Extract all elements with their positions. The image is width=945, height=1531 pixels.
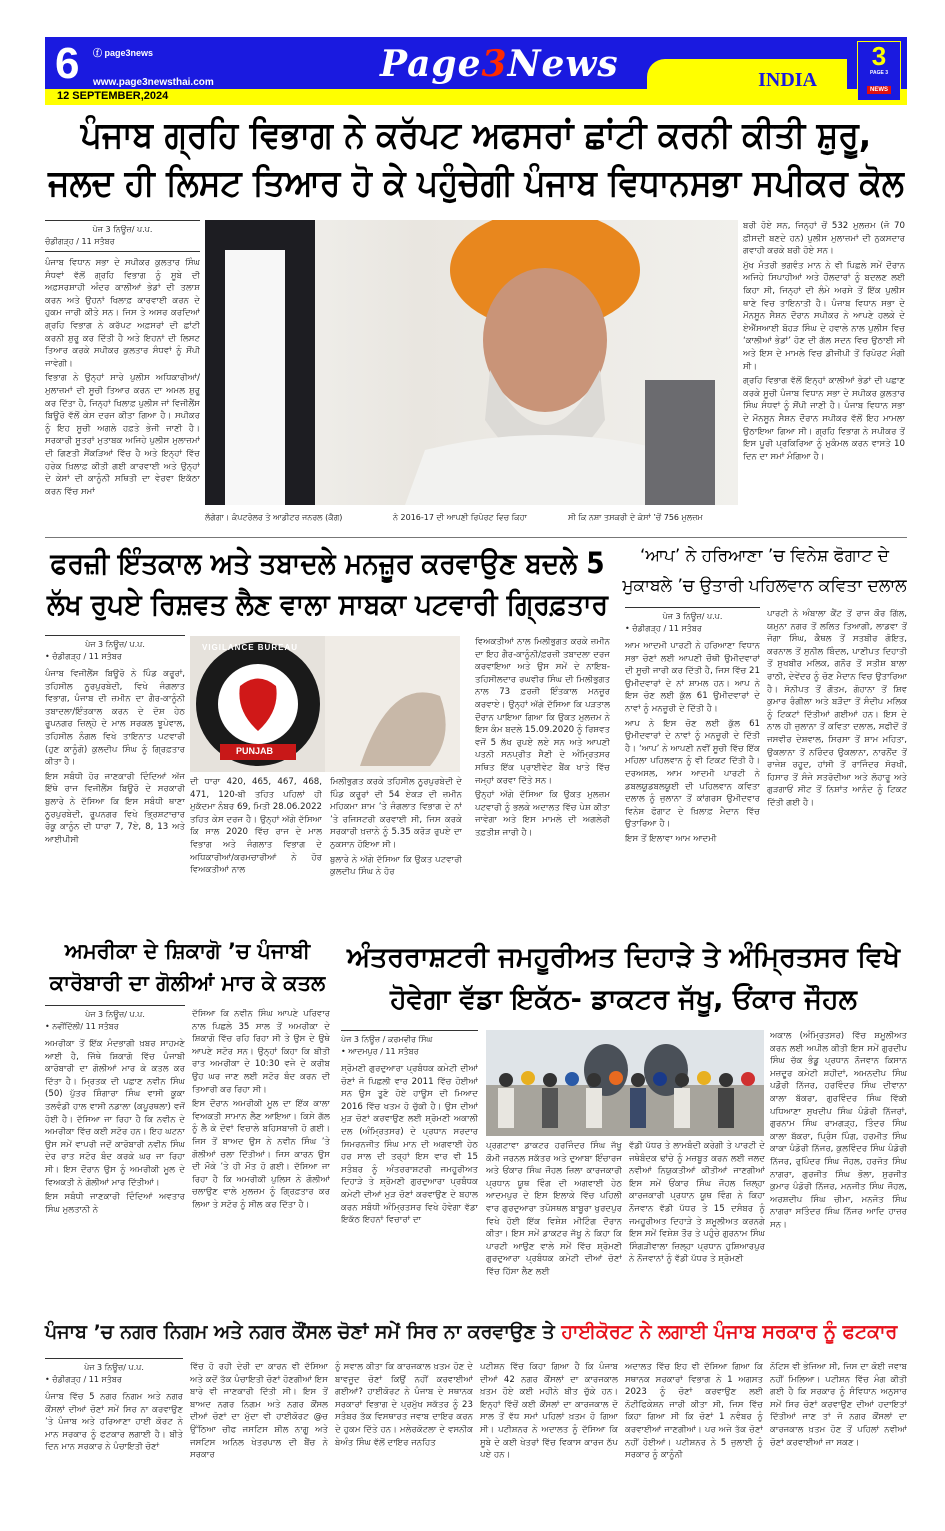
byline-text: ਪੇਜ 3 ਨਿਊਜ਼/ ਪ.ਪ. xyxy=(92,225,153,234)
article6-byline xyxy=(45,1358,183,1386)
article2-col3 xyxy=(330,776,462,926)
vigilance-bureau-logo xyxy=(190,636,460,772)
article1-col2 xyxy=(743,220,905,530)
issue-date: 12 SEPTEMBER,2024 xyxy=(57,90,169,102)
article1-headline: ਪੰਜਾਬ ਗ੍ਰਹਿ ਵਿਭਾਗ ਨੇ ਕਰੱਪਟ ਅਫਸਰਾਂ ਛਾਂਟੀ ਕਰਨੀ ਕੀਤੀ ਸ਼ੁਰੂ, ਜਲਦ ਹੀ ਲਿਸਟ ਤਿਆਰ ਹੋ ਕੇ ਪਹੁੰਚੇਗੀ ਪੰਜਾਬ ਵਿਧਾਨਸਭਾ ਸਪੀਕਰ ਕੋਲ xyxy=(48,115,904,204)
article2-headline: ਫਰਜ਼ੀ ਇੰਤਕਾਲ ਅਤੇ ਤਬਾਦਲੇ ਮਨਜ਼ੂਰ ਕਰਵਾਉਣ ਬਦਲੇ 5 ਲੱਖ ਰੁਪਏ ਰਿਸ਼ਵਤ ਲੈਣ ਵਾਲਾ ਸਾਬਕਾ ਪਟਵਾਰੀ ਗ੍ਰਿਫ਼ਤਾਰ xyxy=(47,546,608,621)
badge-text: PAGE 3 xyxy=(870,70,888,76)
paragraph: ਬੁਲਾਰੇ ਨੇ ਅੱਗੇ ਦੱਸਿਆ ਕਿ ਉਕਤ ਪਟਵਾਰੀ ਕੁਲਦੀਪ ਸਿੰਘ ਨੇ ਹੋਰ xyxy=(330,854,462,878)
article6-col6: ਨੋਟਿਸ ਵੀ ਭੇਜਿਆ ਸੀ, ਜਿਸ ਦਾ ਕੋਈ ਜਵਾਬ ਨਹੀਂ ਮਿਲਿਆ। ਪਟੀਸ਼ਨ ਵਿੱਚ ਮੰਗ ਕੀਤੀ ਗਈ ਹੈ ਕਿ ਸਰਕਾਰ ਨੂੰ ਸੰਵਿਧਾਨ ਅਨੁਸਾਰ ਸਮੇਂ ਸਿਰ ਚੋਣਾਂ ਕਰਵਾਉਣ ਦੀਆਂ ਹਦਾਇਤਾਂ ਦਿੱਤੀਆਂ ਜਾਣ ਤਾਂ ਜੋ ਨਗਰ ਕੌਂਸਲਾਂ ਦਾ ਕਾਰਜਕਾਲ ਖ਼ਤਮ ਹੋਣ ਤੋਂ ਪਹਿਲਾਂ ਨਵੀਆਂ ਚੋਣਾਂ ਕਰਵਾਈਆਂ ਜਾ ਸਕਣ। xyxy=(770,1362,907,1448)
dateline: • ਚੰਡੀਗੜ੍ਹ / 11 ਸਤੰਬਰ xyxy=(45,1375,122,1384)
photo-caption-3: ਸੀ ਕਿ ਨਸ਼ਾ ਤਸਕਰੀ ਦੇ ਕੇਸਾਂ ’ਚੋਂ 756 ਮੁਲਜ਼ਮ xyxy=(568,513,703,522)
article3-col2 xyxy=(767,608,907,926)
article5-headline-box xyxy=(340,937,907,1023)
article2-col2 xyxy=(190,776,322,926)
article5-col2 xyxy=(486,1140,622,1310)
paragraph: ਅਮਰੀਕਾ ਤੋਂ ਇੱਕ ਮੰਦਭਾਗੀ ਖ਼ਬਰ ਸਾਹਮਣੇ ਆਈ ਹੈ, ਜਿੱਥੇ ਸ਼ਿਕਾਗੋ ਵਿੱਚ ਪੰਜਾਬੀ ਕਾਰੋਬਾਰੀ ਦਾ ਗੋਲੀਆਂ ਮਾਰ ਕੇ ਕਤਲ ਕਰ ਦਿੱਤਾ ਹੈ। ਮ੍ਰਿਤਕ ਦੀ ਪਛਾਣ ਨਵੀਨ ਸਿੰਘ (50) ਪੁੱਤਰ ਸ਼ਿੰਗਾਰਾ ਸਿੰਘ ਵਾਸੀ ਕੂਕਾ ਤਲਵੰਡੀ ਹਾਲ ਵਾਸੀ ਨਡਾਲਾ (ਕਪੂਰਥਲਾ) ਵਜੋਂ ਹੋਈ ਹੈ। ਦੱਸਿਆ ਜਾ ਰਿਹਾ ਹੈ ਕਿ ਨਵੀਨ ਦੇ ਅਮਰੀਕਾ ਵਿੱਚ ਕਈ ਸਟੋਰ ਹਨ। ਇਹ ਘਟਨਾ ਉਸ ਸਮੇਂ ਵਾਪਰੀ ਜਦੋਂ ਕਾਰੋਬਾਰੀ ਨਵੀਨ ਸਿੰਘ ਦੇਰ ਰਾਤ ਸਟੋਰ ਬੰਦ ਕਰਕੇ ਘਰ ਜਾ ਰਿਹਾ ਸੀ। ਇਸ ਦੌਰਾਨ ਉਸ ਨੂੰ ਅਮਰੀਕੀ ਮੂਲ ਦੇ ਵਿਅਕਤੀ ਨੇ ਗੋਲੀਆਂ ਮਾਰ ਦਿੱਤੀਆਂ। xyxy=(45,1039,185,1188)
photo-caption-2: ਨੇ 2016-17 ਦੀ ਆਪਣੀ ਰਿਪੋਰਟ ਵਿਚ ਕਿਹਾ xyxy=(393,513,527,522)
byline-text: ਪੇਜ 3 ਨਿਊਜ਼/ ਪ.ਪ. xyxy=(85,1010,145,1019)
article4-headline: ਅਮਰੀਕਾ ਦੇ ਸ਼ਿਕਾਗੋ ’ਚ ਪੰਜਾਬੀ ਕਾਰੋਬਾਰੀ ਦਾ ਗੋਲੀਆਂ ਮਾਰ ਕੇ ਕਤਲ xyxy=(49,939,326,995)
logo-ribbon-text: PUNJAB xyxy=(236,746,274,756)
article4-headline-box xyxy=(45,935,330,1001)
paragraph: ਦੀ ਧਾਰਾ 420, 465, 467, 468, 471, 120-ਬੀ ਤਹਿਤ ਪਹਿਲਾਂ ਹੀ ਮੁਕੱਦਮਾ ਨੰਬਰ 69, ਮਿਤੀ 28.06.2022 ਤਹਿਤ ਕੇਸ ਦਰਜ ਹੈ। ਉਨ੍ਹਾਂ ਅੱਗੇ ਦੱਸਿਆ ਕਿ ਸਾਲ 2020 ਵਿੱਚ ਰਾਜ ਦੇ ਮਾਲ ਵਿਭਾਗ ਅਤੇ ਜੰਗਲਾਤ ਵਿਭਾਗ ਦੇ ਅਧਿਕਾਰੀਆਂ/ਕਰਮਚਾਰੀਆਂ ਨੇ ਹੋਰ ਵਿਅਕਤੀਆਂ ਨਾਲ xyxy=(190,777,322,876)
paragraph: ਵੱਡੀ ਪੱਧਰ ਤੇ ਲਾਮਬੰਦੀ ਕਰੇਗੀ ਤੇ ਪਾਰਟੀ ਦੇ ਜਥੇਬੰਦਕ ਢਾਂਚੇ ਨੂੰ ਮਜ਼ਬੂਤ ਕਰਨ ਲਈ ਜਲਦ ਨਵੀਆਂ ਨਿਯੁਕਤੀਆਂ ਕੀਤੀਆਂ ਜਾਣਗੀਆਂ ਇਸ ਸਮੇਂ ਓਂਕਾਰ ਸਿੰਘ ਜੌਹਲ ਜ਼ਿਲ੍ਹਾ ਕਾਰਜਕਾਰੀ ਪ੍ਰਧਾਨ ਯੂਥ ਵਿੰਗ ਨੇ ਕਿਹਾ ਨੌਜਵਾਨ ਵੱਡੀ ਪੱਧਰ ਤੇ 15 ਦਸੰਬਰ ਨੂੰ ਜਮਹੂਰੀਅਤ ਦਿਹਾੜੇ ਤੇ ਸ਼ਮੂਲੀਅਤ ਕਰਨਗੇ ਇਸ ਸਮੇਂ ਵਿਸ਼ੇਸ਼ ਤੌਰ ਤੇ ਪਹੁੰਚੇ ਗੁਰਨਾਮ ਸਿੰਘ ਸਿੰਗੜੀਵਾਲਾ ਜ਼ਿਲ੍ਹਾ ਪ੍ਰਧਾਨ ਹੁਸ਼ਿਆਰਪੁਰ ਨੇ ਨੌਜਵਾਨਾਂ ਨੂੰ ਵੱਡੀ ਪੱਧਰ ਤੇ ਸ਼੍ਰੋਮਣੀ xyxy=(629,1141,765,1265)
masthead xyxy=(45,37,907,105)
paragraph: ਦੱਸਿਆ ਕਿ ਨਵੀਨ ਸਿੰਘ ਆਪਣੇ ਪਰਿਵਾਰ ਨਾਲ ਪਿਛਲੇ 35 ਸਾਲ ਤੋਂ ਅਮਰੀਕਾ ਦੇ ਸ਼ਿਕਾਗੋ ਵਿੱਚ ਰਹਿ ਰਿਹਾ ਸੀ ਤੇ ਉਸ ਦੇ ਉਥੇ ਆਪਣੇ ਸਟੋਰ ਸਨ। ਉਨ੍ਹਾਂ ਕਿਹਾ ਕਿ ਬੀਤੀ ਰਾਤ ਅਮਰੀਕਾ ਦੇ 10:30 ਵਜੇ ਦੇ ਕਰੀਬ ਉਹ ਘਰ ਜਾਣ ਲਈ ਸਟੋਰ ਬੰਦ ਕਰਨ ਦੀ ਤਿਆਰੀ ਕਰ ਰਿਹਾ ਸੀ। xyxy=(192,1009,330,1095)
article3-byline xyxy=(625,607,760,635)
byline-text: ਪੇਜ 3 ਨਿਊਜ਼/ ਪ.ਪ. xyxy=(85,640,145,649)
byline-text: ਪੇਜ 3 ਨਿਊਜ਼/ ਪ.ਪ. xyxy=(662,612,723,621)
photo-caption-2-box xyxy=(393,512,561,525)
paragraph: ਇਸ ਦੌਰਾਨ ਅਮਰੀਕੀ ਮੂਲ ਦਾ ਇੱਕ ਕਾਲਾ ਵਿਅਕਤੀ ਸਾਮਾਨ ਲੈਣ ਆਇਆ। ਕਿਸੇ ਗੱਲ ਨੂੰ ਲੈ ਕੇ ਦੋਵਾਂ ਵਿਚਾਲੇ ਬਹਿਸਬਾਜ਼ੀ ਹੋ ਗਈ। ਜਿਸ ਤੋਂ ਬਾਅਦ ਉਸ ਨੇ ਨਵੀਨ ਸਿੰਘ ’ਤੇ ਗੋਲੀਆਂ ਚਲਾ ਦਿੱਤੀਆਂ। ਜਿਸ ਕਾਰਨ ਉਸ ਦੀ ਮੌਕੇ ’ਤੇ ਹੀ ਮੌਤ ਹੋ ਗਈ। ਦੱਸਿਆ ਜਾ ਰਿਹਾ ਹੈ ਕਿ ਅਮਰੀਕੀ ਪੁਲਿਸ ਨੇ ਗੋਲੀਆਂ ਚਲਾਉਣ ਵਾਲੇ ਮੁਲਜ਼ਮ ਨੂੰ ਗ੍ਰਿਫ਼ਤਾਰ ਕਰ ਲਿਆ ਤੇ ਸਟੋਰ ਨੂੰ ਸੀਲ ਕਰ ਦਿੱਤਾ ਹੈ। xyxy=(192,1099,330,1210)
dateline: • ਆਦਮਪੁਰ / 11 ਸਤੰਬਰ xyxy=(341,1047,419,1056)
badge-num: 3 xyxy=(871,41,887,71)
logo-mid: 3 xyxy=(481,43,508,85)
speaker-photo xyxy=(205,220,738,505)
dateline: • ਚੰਡੀਗੜ੍ਹ / 11 ਸਤੰਬਰ xyxy=(625,624,702,633)
photo-caption-1: ਲੱਗੇਗਾ। ਕੰਪਟਰੋਲਰ ਤੇ ਆਡੀਟਰ ਜਨਰਲ (ਕੈਗ) xyxy=(205,513,343,522)
paragraph: ਪੰਜਾਬ ਵਿੱਚ 5 ਨਗਰ ਨਿਗਮ ਅਤੇ ਨਗਰ ਕੌਂਸਲਾਂ ਦੀਆਂ ਚੋਣਾਂ ਸਮੇਂ ਸਿਰ ਨਾ ਕਰਵਾਉਣ ’ਤੇ ਪੰਜਾਬ ਅਤੇ ਹਰਿਆਣਾ ਹਾਈ ਕੋਰਟ ਨੇ ਮਾਨ ਸਰਕਾਰ ਨੂੰ ਫਟਕਾਰ ਲਗਾਈ ਹੈ। ਬੀਤੇ ਦਿਨ ਮਾਨ ਸਰਕਾਰ ਨੇ ਪੰਚਾਇਤੀ ਚੋਣਾਂ xyxy=(45,1392,183,1453)
vigilance-bureau-photo xyxy=(190,636,460,772)
dateline: • ਨਵੀਂਦਿੱਲੀ/ 11 ਸਤੰਬਰ xyxy=(45,1022,119,1031)
paragraph: ਪਾਰਟੀ ਨੇ ਅੰਬਾਲਾ ਕੈਂਟ ਤੋਂ ਰਾਜ ਕੌਰ ਗਿੱਲ, ਯਮੁਨਾ ਨਗਰ ਤੋਂ ਲਲਿਤ ਤਿਆਗੀ, ਲਾਡਵਾ ਤੋਂ ਜੋਗਾ ਸਿੰਘ, ਕੈਥਲ ਤੋਂ ਸਤਬੀਰ ਗੋਇਤ, ਕਰਨਾਲ ਤੋਂ ਸੁਨੀਲ ਬਿੰਦਲ, ਪਾਣੀਪਤ ਦਿਹਾਤੀ ਤੋਂ ਸੁਖਬੀਰ ਮਲਿਕ, ਗਨੌਰ ਤੋਂ ਸਤੀਸ਼ ਬਾਲਾ ਰਾਠੀ, ਦੇਵੇਂਦਰ ਨੂੰ ਚੋਣ ਮੈਦਾਨ ਵਿਚ ਉਤਾਰਿਆ ਹੈ। ਸੋਨੀਪਤ ਤੋਂ ਗੌਤਮ, ਗੋਹਾਨਾ ਤੋਂ ਸ਼ਿਵ ਕੁਮਾਰ ਰੰਗੀਲਾ ਅਤੇ ਬੜੌਦਾ ਤੋਂ ਸੰਦੀਪ ਮਲਿਕ ਨੂੰ ਟਿਕਟਾਂ ਦਿੱਤੀਆਂ ਗਈਆਂ ਹਨ। ਇਸ ਦੇ ਨਾਲ ਹੀ ਜੁਲਾਨਾ ਤੋਂ ਕਵਿਤਾ ਦਲਾਲ, ਸਫੀਦੋਂ ਤੋਂ ਜਸਵੀਰ ਦੇਸ਼ਵਾਲ, ਸਿਰਸਾ ਤੋਂ ਸ਼ਾਮ ਮਹਿਤਾ, ਉਕਲਾਨਾ ਤੋਂ ਨਰਿੰਦਰ ਉਕਲਾਨਾ, ਨਾਰਨੌਂਦ ਤੋਂ ਰਾਜੇਸ਼ ਰਹੂਦ, ਹਾਂਸੀ ਤੋਂ ਰਾਜਿੰਦਰ ਸੋਰਖੀ, ਹਿਸਾਰ ਤੋਂ ਸੰਜੇ ਸਤਰੋਦੀਆ ਅਤੇ ਲੋਹਾਰੂ ਅਤੇ ਗੁੜਗਾਓਂ ਸੀਟ ਤੋਂ ਨਿਸ਼ਾਂਤ ਆਨੰਦ ਨੂੰ ਟਿਕਟ ਦਿੱਤੀ ਗਈ ਹੈ। xyxy=(767,609,907,808)
article5-col4 xyxy=(770,1030,907,1310)
article5-headline: ਅੰਤਰਰਾਸ਼ਟਰੀ ਜਮਹੂਰੀਅਤ ਦਿਹਾੜੇ ਤੇ ਅੰਮ੍ਰਿਤਸਰ ਵਿਖੇ ਹੋਵੇਗਾ ਵੱਡਾ ਇਕੱਠ- ਡਾਕਟਰ ਜੱਖੂ, ਓਂਕਾਰ ਜੌਹਲ xyxy=(346,942,901,1015)
dateline: • ਚੰਡੀਗੜ੍ਹ / 11 ਸਤੰਬਰ xyxy=(45,652,122,661)
article6-col3: ਨੂੰ ਸਵਾਲ ਕੀਤਾ ਕਿ ਕਾਰਜਕਾਲ ਖ਼ਤਮ ਹੋਣ ਦੇ ਬਾਵਜੂਦ ਚੋਣਾਂ ਕਿਉਂ ਨਹੀਂ ਕਰਵਾਈਆਂ ਗਈਆਂ? ਹਾਈਕੋਰਟ ਨੇ ਪੰਜਾਬ ਦੇ ਸਥਾਨਕ ਸਰਕਾਰਾਂ ਵਿਭਾਗ ਦੇ ਪ੍ਰਮੁੱਖ ਸਕੱਤਰ ਨੂੰ 23 ਸਤੰਬਰ ਤੱਕ ਵਿਸਥਾਰਤ ਜਵਾਬ ਦਾਇਰ ਕਰਨ ਦੇ ਹੁਕਮ ਦਿੱਤੇ ਹਨ। ਮਲੇਰਕੋਟਲਾ ਦੇ ਵਸਨੀਕ ਬੇਅੰਤ ਸਿੰਘ ਵੱਲੋਂ ਦਾਇਰ ਜਨਹਿਤ xyxy=(335,1362,473,1448)
article5-col3 xyxy=(629,1140,765,1310)
article4-col2 xyxy=(192,1008,330,1310)
social-handle-text: page3news xyxy=(104,48,154,58)
photo-caption-1-box xyxy=(205,512,385,525)
edition-label: INDIA xyxy=(758,69,817,91)
logo-left: Page xyxy=(380,43,482,85)
paragraph: ਉਨ੍ਹਾਂ ਅੱਗੇ ਦੱਸਿਆ ਕਿ ਉਕਤ ਮੁਲਜ਼ਮ ਪਟਵਾਰੀ ਨੂੰ ਭਲਕੇ ਅਦਾਲਤ ਵਿੱਚ ਪੇਸ਼ ਕੀਤਾ ਜਾਵੇਗਾ ਅਤੇ ਇਸ ਮਾਮਲੇ ਦੀ ਅਗਲੇਰੀ ਤਫ਼ਤੀਸ਼ ਜਾਰੀ ਹੈ। xyxy=(475,790,610,838)
gathering-photo xyxy=(486,1030,764,1136)
byline-text: ਪੇਜ 3 ਨਿਊਜ਼/ ਪ.ਪ. xyxy=(84,1363,144,1372)
article1-col1 xyxy=(45,220,200,525)
logo-right: News xyxy=(507,43,619,85)
speaker-photo-illustration xyxy=(205,220,738,505)
divider xyxy=(45,537,907,538)
article5-col1 xyxy=(341,1030,478,1308)
article2-col4 xyxy=(475,636,610,926)
paragraph: ਆਮ ਆਦਮੀ ਪਾਰਟੀ ਨੇ ਹਰਿਆਣਾ ਵਿਧਾਨ ਸਭਾ ਚੋਣਾਂ ਲਈ ਆਪਣੀ ਚੌਥੀ ਉਮੀਦਵਾਰਾਂ ਦੀ ਸੂਚੀ ਜਾਰੀ ਕਰ ਦਿੱਤੀ ਹੈ, ਜਿਸ ਵਿੱਚ 21 ਉਮੀਦਵਾਰਾਂ ਦੇ ਨਾਂ ਸ਼ਾਮਲ ਹਨ। ਆਪ ਨੇ ਇਸ ਚੋਣ ਲਈ ਕੁੱਲ 61 ਉਮੀਦਵਾਰਾਂ ਦੇ ਨਾਵਾਂ ਨੂੰ ਮਨਜ਼ੂਰੀ ਦੇ ਦਿੱਤੀ ਹੈ। xyxy=(625,641,760,714)
dateline: ਚੰਡੀਗੜ੍ਹ / 11 ਸਤੰਬਰ xyxy=(45,237,115,246)
paragraph: ਗ੍ਰਹਿ ਵਿਭਾਗ ਵੱਲੋਂ ਇਨ੍ਹਾਂ ਕਾਲੀਆਂ ਭੇਡਾਂ ਦੀ ਪਛਾਣ ਕਰਕੇ ਸੂਚੀ ਪੰਜਾਬ ਵਿਧਾਨ ਸਭਾ ਦੇ ਸਪੀਕਰ ਕੁਲਤਾਰ ਸਿੰਘ ਸੰਧਵਾਂ ਨੂੰ ਸੌਂਪੀ ਜਾਣੀ ਹੈ। ਪੰਜਾਬ ਵਿਧਾਨ ਸਭਾ ਦੇ ਮੌਨਸੂਨ ਸੈਸ਼ਨ ਦੌਰਾਨ ਸਪੀਕਰ ਵੱਲੋਂ ਇਹ ਮਾਮਲਾ ਉਠਾਇਆ ਗਿਆ ਸੀ। ਗ੍ਰਹਿ ਵਿਭਾਗ ਨੇ ਸਪੀਕਰ ਤੋਂ ਇਸ ਪੂਰੀ ਪ੍ਰਕਿਰਿਆ ਨੂੰ ਮੁਕੰਮਲ ਕਰਨ ਵਾਸਤੇ 10 ਦਿਨ ਦਾ ਸਮਾਂ ਮੰਗਿਆ ਹੈ। xyxy=(743,376,905,462)
logo-ring-text: VIGILANCE BUREAU xyxy=(202,643,299,652)
article4-col1 xyxy=(45,1005,185,1310)
paragraph: ਇਸ ਸਬੰਧੀ ਜਾਣਕਾਰੀ ਦਿੰਦਿਆਂ ਅਵਤਾਰ ਸਿੰਘ ਮੁਲਤਾਨੀ ਨੇ xyxy=(45,1192,185,1215)
article4-byline xyxy=(45,1005,185,1033)
page-number: 6 xyxy=(55,39,80,88)
article1-headline-box xyxy=(45,112,907,212)
article1-byline xyxy=(45,220,200,252)
article6-col5: ਅਦਾਲਤ ਵਿੱਚ ਇਹ ਵੀ ਦੱਸਿਆ ਗਿਆ ਕਿ ਸਥਾਨਕ ਸਰਕਾਰਾਂ ਵਿਭਾਗ ਨੇ 1 ਅਗਸਤ 2023 ਨੂੰ ਚੋਣਾਂ ਕਰਵਾਉਣ ਲਈ ਨੋਟੀਫਿਕੇਸ਼ਨ ਜਾਰੀ ਕੀਤਾ ਸੀ, ਜਿਸ ਵਿੱਚ ਕਿਹਾ ਗਿਆ ਸੀ ਕਿ ਚੋਣਾਂ 1 ਨਵੰਬਰ ਨੂੰ ਕਰਵਾਈਆਂ ਜਾਣਗੀਆਂ। ਪਰ ਅਜੇ ਤੱਕ ਚੋਣਾਂ ਨਹੀਂ ਹੋਈਆਂ। ਪਟੀਸ਼ਨਰ ਨੇ 5 ਜੁਲਾਈ ਨੂੰ ਸਰਕਾਰ ਨੂੰ ਕਾਨੂੰਨੀ xyxy=(625,1362,763,1461)
facebook-icon: ⓕ xyxy=(93,48,105,58)
article3-col1 xyxy=(625,607,760,920)
article2-col1 xyxy=(45,635,185,928)
paragraph: ਪੰਜਾਬ ਵਿਜੀਲੈਂਸ ਬਿਊਰੋ ਨੇ ਪਿੰਡ ਕਰੂਰਾਂ, ਤਹਿਸੀਲ ਨੂਰਪੁਰਬੇਦੀ, ਵਿਖੇ ਜੰਗਲਾਤ ਵਿਭਾਗ, ਪੰਜਾਬ ਦੀ ਜ਼ਮੀਨ ਦਾ ਗੈਰ-ਕਾਨੂੰਨੀ ਤਬਾਦਲਾ/ਇੰਤਕਾਲ ਕਰਨ ਦੇ ਦੋਸ਼ ਹੇਠ ਰੂਪਨਗਰ ਜ਼ਿਲ੍ਹੇ ਦੇ ਮਾਲ ਸਰਕਲ ਝੂਪੇਵਾਲ, ਤਹਿਸੀਲ ਨੰਗਲ ਵਿਖੇ ਤਾਇਨਾਤ ਪਟਵਾਰੀ (ਹੁਣ ਕਾਨੂੰਗੋ) ਕੁਲਦੀਪ ਸਿੰਘ ਨੂੰ ਗ੍ਰਿਫ਼ਤਾਰ ਕੀਤਾ ਹੈ। xyxy=(45,669,185,768)
badge-ribbon: NEWS xyxy=(867,86,891,94)
paragraph: ਮਿਲੀਭੁਗਤ ਕਰਕੇ ਤਹਿਸੀਲ ਨੂਰਪੁਰਬੇਦੀ ਦੇ ਪਿੰਡ ਕਰੂਰਾਂ ਦੀ 54 ਏਕੜ ਦੀ ਜ਼ਮੀਨ ਮਹਿਕਮਾ ਸ਼ਾਮ ’ਤੇ ਜੰਗਲਾਤ ਵਿਭਾਗ ਦੇ ਨਾਂ ’ਤੇ ਰਜਿਸਟਰੀ ਕਰਵਾਈ ਸੀ, ਜਿਸ ਕਰਕੇ ਸਰਕਾਰੀ ਖ਼ਜ਼ਾਨੇ ਨੂੰ 5.35 ਕਰੋੜ ਰੁਪਏ ਦਾ ਨੁਕਸਾਨ ਹੋਇਆ ਸੀ। xyxy=(330,777,462,850)
headline-red-part: ਹਾਈਕੋਰਟ ਨੇ ਲਗਾਈ ਪੰਜਾਬ ਸਰਕਾਰ ਨੂੰ ਫਟਕਾਰ xyxy=(561,1321,898,1343)
paragraph: ਪੰਜਾਬ ਵਿਧਾਨ ਸਭਾ ਦੇ ਸਪੀਕਰ ਕੁਲਤਾਰ ਸਿੰਘ ਸੰਧਵਾਂ ਵੱਲੋਂ ਗ੍ਰਹਿ ਵਿਭਾਗ ਨੂੰ ਸੂਬੇ ਦੀ ਅਫ਼ਸਰਸ਼ਾਹੀ ਅੰਦਰ ਕਾਲੀਆਂ ਭੇਡਾਂ ਦੀ ਤਲਾਸ਼ ਕਰਨ ਅਤੇ ਉਹਨਾਂ ਖਿਲਾਫ਼ ਕਾਰਵਾਈ ਕਰਨ ਦੇ ਹੁਕਮ ਜਾਰੀ ਕੀਤੇ ਸਨ। ਜਿਸ ਤੇ ਅਸਰ ਕਰਦਿਆਂ ਗ੍ਰਹਿ ਵਿਭਾਗ ਨੇ ਕਰੱਪਟ ਅਫ਼ਸਰਾਂ ਦੀ ਛਾਂਟੀ ਕਰਨੀ ਸ਼ੁਰੂ ਕਰ ਦਿੱਤੀ ਹੈ ਅਤੇ ਇਹਨਾਂ ਦੀ ਲਿਸਟ ਤਿਆਰ ਕਰਕੇ ਸਪੀਕਰ ਕੁਲਤਾਰ ਸੰਧਵਾਂ ਨੂੰ ਸੌਂਪੀ ਜਾਵੇਗੀ। xyxy=(45,258,200,369)
photo-caption-3-box xyxy=(568,512,738,525)
paragraph: ਇਸ ਸਬੰਧੀ ਹੋਰ ਜਾਣਕਾਰੀ ਦਿੰਦਿਆਂ ਅੱਜ ਇੱਥੇ ਰਾਜ ਵਿਜੀਲੈਂਸ ਬਿਊਰੋ ਦੇ ਸਰਕਾਰੀ ਬੁਲਾਰੇ ਨੇ ਦੱਸਿਆ ਕਿ ਇਸ ਸਬੰਧੀ ਥਾਣਾ ਨੂਰਪੁਰਬੇਦੀ, ਰੂਪਨਗਰ ਵਿਖੇ ਭ੍ਰਿਸ਼ਟਾਚਾਰ ਰੋਕੂ ਕਾਨੂੰਨ ਦੀ ਧਾਰਾ 7, 7ਏ, 8, 13 ਅਤੇ ਆਈਪੀਸੀ xyxy=(45,771,185,845)
article5-byline xyxy=(341,1030,478,1058)
paragraph: ਵਿਅਕਤੀਆਂ ਨਾਲ ਮਿਲੀਭੁਗਤ ਕਰਕੇ ਜ਼ਮੀਨ ਦਾ ਇਹ ਗੈਰ-ਕਾਨੂੰਨੀ/ਫ਼ਰਜ਼ੀ ਤਬਾਦਲਾ ਦਰਜ ਕਰਵਾਇਆ ਅਤੇ ਉਸ ਸਮੇਂ ਦੇ ਨਾਇਬ-ਤਹਿਸੀਲਦਾਰ ਰਘਵੀਰ ਸਿੰਘ ਦੀ ਮਿਲੀਭੁਗਤ ਨਾਲ 73 ਫ਼ਰਜ਼ੀ ਇੰਤਕਾਲ ਮਨਜ਼ੂਰ ਕਰਵਾਏ। ਉਨ੍ਹਾਂ ਅੱਗੇ ਦੱਸਿਆ ਕਿ ਪੜਤਾਲ ਦੌਰਾਨ ਪਾਇਆ ਗਿਆ ਕਿ ਉਕਤ ਮੁਲਜ਼ਮ ਨੇ ਇਸ ਕੰਮ ਬਦਲੇ 15.09.2020 ਨੂੰ ਰਿਸ਼ਵਤ ਵਜੋਂ 5 ਲੱਖ ਰੁਪਏ ਲਏ ਸਨ ਅਤੇ ਆਪਣੀ ਪਤਨੀ ਸਨਪ੍ਰੀਤ ਸੈਣੀ ਦੇ ਅੰਮ੍ਰਿਤਸਰ ਸਥਿਤ ਇੱਕ ਪ੍ਰਾਈਵੇਟ ਬੈਂਕ ਖਾਤੇ ਵਿੱਚ ਜਮ੍ਹਾਂ ਕਰਵਾ ਦਿੱਤੇ ਸਨ। xyxy=(475,637,610,786)
byline-text: ਪੇਜ 3 ਨਿਊਜ਼ / ਕਰਮਵੀਰ ਸਿੰਘ xyxy=(341,1035,433,1044)
article6-headline xyxy=(45,1318,907,1346)
paragraph: ਅਕਾਲ (ਅੰਮ੍ਰਿਤਸਰ) ਵਿੱਚ ਸ਼ਮੂਲੀਅਤ ਕਰਨ ਲਈ ਅਪੀਲ ਕੀਤੀ ਇਸ ਸਮੇਂ ਗੁਰਦੀਪ ਸਿੰਘ ਚੱਕ ਭੰਡੂ ਪ੍ਰਧਾਨ ਨੌਜਵਾਨ ਕਿਸਾਨ ਮਜ਼ਦੂਰ ਕਮੇਟੀ ਸ਼ਹੀਦਾਂ, ਅਮਨਦੀਪ ਸਿੰਘ ਪਡ਼ੌਰੀ ਨਿੱਜਰ, ਹਰਵਿੰਦਰ ਸਿੰਘ ਦੀਵਾਨਾ ਕਾਲਾ ਬੱਕਰਾ, ਗੁਰਵਿੰਦਰ ਸਿੰਘ ਵਿੱਕੀ ਪਧਿਆਣਾ ਸੁਖਦੀਪ ਸਿੰਘ ਪੰਡੋਰੀ ਨਿੱਜਰਾਂ, ਗੁਰਨਾਮ ਸਿੰਘ ਰਾਮਗੜ੍ਹ, ਤਿੰਦਰ ਸਿੰਘ ਕਾਲਾ ਬੱਕਰਾ, ਪ੍ਰਿੰਸ ਪਿੰਗ, ਹਰਮੀਤ ਸਿੰਘ ਕਾਕਾ ਪੰਡੋਰੀ ਨਿੱਜਰ, ਕੁਲਵਿੰਦਰ ਸਿੰਘ ਪੰਡੋਰੀ ਨਿੱਜਰ, ਰੁਪਿੰਦਰ ਸਿੰਘ ਜੌਹਲ, ਹਰਜੋਤ ਸਿੰਘ ਨਾਗਰਾ, ਗੁਰਜੀਤ ਸਿੰਘ ਭੋਲਾ, ਸੁਰਜੀਤ ਕੁਮਾਰ ਪੰਡੋਰੀ ਨਿੱਜਰ, ਮਨਜੀਤ ਸਿੰਘ ਜੌਹਲ, ਅਰਸ਼ਦੀਪ ਸਿੰਘ ਚੀਮਾ, ਮਨਜੋਤ ਸਿੰਘ ਨਾਗਰਾ ਸਤਿੰਦਰ ਸਿੰਘ ਨਿੱਜਰ ਆਦਿ ਹਾਜ਼ਰ ਸਨ। xyxy=(770,1031,907,1230)
paragraph: ਮੁੱਖ ਮੰਤਰੀ ਭਗਵੰਤ ਮਾਨ ਨੇ ਵੀ ਪਿਛਲੇ ਸਮੇਂ ਦੌਰਾਨ ਅਜਿਹੇ ਸਿਪਾਹੀਆਂ ਅਤੇ ਹੌਲਦਾਰਾਂ ਨੂੰ ਬਦਲਣ ਲਈ ਕਿਹਾ ਸੀ, ਜਿਨ੍ਹਾਂ ਦੀ ਲੰਮੇ ਅਰਸੇ ਤੋਂ ਇੱਕ ਪੁਲੀਸ ਥਾਣੇ ਵਿਚ ਤਾਇਨਾਤੀ ਹੈ। ਪੰਜਾਬ ਵਿਧਾਨ ਸਭਾ ਦੇ ਮੌਨਸੂਨ ਸੈਸ਼ਨ ਦੌਰਾਨ ਸਪੀਕਰ ਨੇ ਆਪਣੇ ਹਲਕੇ ਦੇ ਏਐੱਸਆਈ ਬੋਹੜ ਸਿੰਘ ਦੇ ਹਵਾਲੇ ਨਾਲ ਪੁਲੀਸ ਵਿਚ ‘ਕਾਲੀਆਂ ਭੇਡਾਂ’ ਹੋਣ ਦੀ ਗੱਲ ਸਦਨ ਵਿਚ ਉਠਾਈ ਸੀ ਅਤੇ ਇਸ ਦੇ ਮਾਮਲੇ ਵਿਚ ਡੀਜੀਪੀ ਤੋਂ ਰਿਪੋਰਟ ਮੰਗੀ ਸੀ। xyxy=(743,260,905,372)
newspaper-logo xyxy=(380,43,619,85)
paragraph: ਸ਼੍ਰੋਮਣੀ ਗੁਰਦੁਆਰਾ ਪ੍ਰਬੰਧਕ ਕਮੇਟੀ ਦੀਆਂ ਚੋਣਾਂ ਜੋ ਪਿਛਲੀ ਵਾਰ 2011 ਵਿੱਚ ਹੋਈਆਂ ਸਨ ਉਸ ਤੂਣੋ ਹੋਏ ਹਾਊਸ ਦੀ ਮਿਆਦ 2016 ਵਿੱਚ ਖਤਮ ਹੋ ਚੁੱਕੀ ਹੈ। ਉਸ ਦੀਆਂ ਮੁੜ ਚੋਣਾਂ ਕਰਵਾਉਣ ਲਈ ਸ਼੍ਰੋਮਣੀ ਅਕਾਲੀ ਦਲ (ਅੰਮ੍ਰਿਤਸਰ) ਦੇ ਪ੍ਰਧਾਨ ਸਰਦਾਰ ਸਿਮਰਨਜੀਤ ਸਿੰਘ ਮਾਨ ਦੀ ਅਗਵਾਈ ਹੇਠ ਹਰ ਸਾਲ ਦੀ ਤਰ੍ਹਾਂ ਇਸ ਵਾਰ ਵੀ 15 ਸਤੰਬਰ ਨੂੰ ਅੰਤਰਰਾਸ਼ਟਰੀ ਜਮਹੂਰੀਅਤ ਦਿਹਾੜੇ ਤੇ ਸ਼੍ਰੋਮਣੀ ਗੁਰਦੁਆਰਾ ਪ੍ਰਬੰਧਕ ਕਮੇਟੀ ਦੀਆਂ ਮੁੜ ਚੋਣਾਂ ਕਰਵਾਉਣ ਦੇ ਬਹਾਲ ਕਰਨ ਸਬੰਧੀ ਅੰਮ੍ਰਿਤਸਰ ਵਿਖੇ ਹੋਵੇਗਾ ਵੱਡਾ ਇਕੱਠ ਇਹਨਾਂ ਵਿਚਾਰਾਂ ਦਾ xyxy=(341,1064,478,1226)
social-handle xyxy=(93,46,153,59)
paragraph: ਬਰੀ ਹੋਏ ਸਨ, ਜਿਨ੍ਹਾਂ ਚੋਂ 532 ਮੁਲਜ਼ਮ (ਜੋ 70 ਫ਼ੀਸਦੀ ਬਣਦੇ ਹਨ) ਪੁਲੀਸ ਮੁਲਾਜ਼ਮਾਂ ਦੀ ਨੁਕਸਦਾਰ ਗਵਾਹੀ ਕਰਕੇ ਬਰੀ ਹੋਏ ਸਨ। xyxy=(743,221,905,257)
article6-headline-box xyxy=(45,1318,907,1348)
article2-byline xyxy=(45,635,185,663)
article6-col4: ਪਟੀਸ਼ਨ ਵਿੱਚ ਕਿਹਾ ਗਿਆ ਹੈ ਕਿ ਪੰਜਾਬ ਦੀਆਂ 42 ਨਗਰ ਕੌਂਸਲਾਂ ਦਾ ਕਾਰਜਕਾਲ ਖ਼ਤਮ ਹੋਏ ਕਈ ਮਹੀਨੇ ਬੀਤ ਚੁੱਕੇ ਹਨ। ਇਨ੍ਹਾਂ ਵਿੱਚੋਂ ਕਈ ਕੌਂਸਲਾਂ ਦਾ ਕਾਰਜਕਾਲ ਦੋ ਸਾਲ ਤੋਂ ਵੱਧ ਸਮਾਂ ਪਹਿਲਾਂ ਖ਼ਤਮ ਹੋ ਗਿਆ ਸੀ। ਪਟੀਸ਼ਨਰ ਨੇ ਅਦਾਲਤ ਨੂੰ ਦੱਸਿਆ ਕਿ ਸੂਬੇ ਦੇ ਕਈ ਖੇਤਰਾਂ ਵਿੱਚ ਵਿਕਾਸ ਕਾਰਜ ਠੱਪ ਪਏ ਹਨ। xyxy=(480,1362,618,1461)
paragraph: ਪ੍ਰਗਟਾਵਾ ਡਾਕਟਰ ਹਰਜਿੰਦਰ ਸਿੰਘ ਜੱਖੂ ਕੌਮੀ ਜਰਨਲ ਸਕੱਤਰ ਅਤੇ ਦੁਆਬਾ ਇੰਚਾਰਜ ਅਤੇ ਓਂਕਾਰ ਸਿੰਘ ਜੌਹਲ ਜ਼ਿਲਾ ਕਾਰਜਕਾਰੀ ਪ੍ਰਧਾਨ ਯੂਥ ਵਿੰਗ ਦੀ ਅਗਵਾਈ ਹੇਠ ਆਦਮਪੁਰ ਦੇ ਇਸ ਇਲਾਕੇ ਵਿੱਚ ਪਹਿਲੀ ਵਾਰ ਗੁਰਦੁਆਰਾ ਤਪੋਸਥਲ ਬਾਬੂਰਾ ਖੁਰਦਪੁਰ ਵਿਖੇ ਹੋਈ ਇੱਕ ਵਿਸ਼ੇਸ਼ ਮੀਟਿੰਗ ਦੌਰਾਨ ਕੀਤਾ। ਇਸ ਸਮੇਂ ਡਾਕਟਰ ਜੱਖੂ ਨੇ ਕਿਹਾ ਕਿ ਪਾਰਟੀ ਆਉਣ ਵਾਲੇ ਸਮੇਂ ਵਿੱਚ ਸ਼੍ਰੋਮਣੀ ਗੁਰਦੁਆਰਾ ਪ੍ਰਬੰਧਕ ਕਮੇਟੀ ਦੀਆਂ ਚੋਣਾਂ ਵਿੱਚ ਹਿੱਸਾ ਲੈਣ ਲਈ xyxy=(486,1141,622,1277)
paragraph: ਆਪ ਨੇ ਇਸ ਚੋਣ ਲਈ ਕੁੱਲ 61 ਉਮੀਦਵਾਰਾਂ ਦੇ ਨਾਵਾਂ ਨੂੰ ਮਨਜ਼ੂਰੀ ਦੇ ਦਿੱਤੀ ਹੈ। ‘ਆਪ’ ਨੇ ਆਪਣੀ ਨਵੀਂ ਸੂਚੀ ਵਿੱਚ ਇੱਕ ਮਹਿਲਾ ਪਹਿਲਵਾਨ ਨੂੰ ਵੀ ਟਿਕਟ ਦਿੱਤੀ ਹੈ। ਦਰਅਸਲ, ਆਮ ਆਦਮੀ ਪਾਰਟੀ ਨੇ ਡਬਲਯੂਡਬਲਯੂਈ ਦੀ ਪਹਿਲਵਾਨ ਕਵਿਤਾ ਦਲਾਲ ਨੂੰ ਜੁਲਾਨਾ ਤੋਂ ਕਾਂਗਰਸ ਉਮੀਦਵਾਰ ਵਿਨੇਸ਼ ਫੋਗਾਟ ਦੇ ਖ਼ਿਲਾਫ਼ ਮੈਦਾਨ ਵਿੱਚ ਉਤਾਰਿਆ ਹੈ। xyxy=(625,718,760,830)
article2-headline-box xyxy=(45,543,610,627)
masthead-yellow-tab xyxy=(647,59,847,105)
website-link[interactable]: www.page3newsthai.com xyxy=(93,77,214,88)
article3-headline: ‘ਆਪ’ ਨੇ ਹਰਿਆਣਾ ’ਚ ਵਿਨੇਸ਼ ਫੋਗਾਟ ਦੇ ਮੁਕਾਬਲੇ ’ਚ ਉਤਾਰੀ ਪਹਿਲਵਾਨ ਕਵਿਤਾ ਦਲਾਲ xyxy=(622,546,907,596)
page3-badge-logo xyxy=(857,41,901,101)
headline-black-part: ਪੰਜਾਬ ’ਚ ਨਗਰ ਨਿਗਮ ਅਤੇ ਨਗਰ ਕੌਂਸਲ ਚੋਣਾਂ ਸਮੇਂ ਸਿਰ ਨਾ ਕਰਵਾਉਣ ਤੇ xyxy=(45,1321,555,1343)
group-photo-illustration xyxy=(486,1030,764,1136)
article6-col1 xyxy=(45,1358,183,1511)
paragraph: ਇਸ ਤੋਂ ਇਲਾਵਾ ਆਮ ਆਦਮੀ xyxy=(625,833,717,844)
article6-col2: ਵਿੱਚ ਹੋ ਰਹੀ ਦੇਰੀ ਦਾ ਕਾਰਨ ਵੀ ਦੱਸਿਆ ਅਤੇ ਕਦੋਂ ਤੱਕ ਪੰਚਾਇਤੀ ਚੋਣਾਂ ਹੋਣਗੀਆਂ ਇਸ ਬਾਰੇ ਵੀ ਜਾਣਕਾਰੀ ਦਿੱਤੀ ਸੀ। ਇਸ ਤੋਂ ਬਾਅਦ ਨਗਰ ਨਿਗਮ ਅਤੇ ਨਗਰ ਕੌਂਸਲ ਦੀਆਂ ਚੋਣਾਂ ਦਾ ਮੁੱਦਾ ਵੀ ਹਾਈਕੋਰਟ @ਚ ਉੱਠਿਆ ਚੀਫ ਜਸਟਿਸ ਸ਼ੀਲ ਨਾਗੂ ਅਤੇ ਜਸਟਿਸ ਅਨਿਲ ਖੇਤਰਪਾਲ ਦੀ ਬੈਂਚ ਨੇ ਸਰਕਾਰ xyxy=(190,1362,328,1461)
article3-headline-box xyxy=(622,541,907,603)
paragraph: ਵਿਭਾਗ ਨੇ ਉਨ੍ਹਾਂ ਸਾਰੇ ਪੁਲੀਸ ਅਧਿਕਾਰੀਆਂ/ਮੁਲਾਜ਼ਮਾਂ ਦੀ ਸੂਚੀ ਤਿਆਰ ਕਰਨ ਦਾ ਅਮਲ ਸ਼ੁਰੂ ਕਰ ਦਿੱਤਾ ਹੈ, ਜਿਨ੍ਹਾਂ ਖਿਲਾਫ਼ ਪੁਲੀਸ ਜਾਂ ਵਿਜੀਲੈਂਸ ਬਿਊਰੋ ਵੱਲੋਂ ਕੇਸ ਦਰਜ ਕੀਤਾ ਗਿਆ ਹੈ। ਸਪੀਕਰ ਨੂੰ ਇਹ ਸੂਚੀ ਅਗਲੇ ਹਫ਼ਤੇ ਭੇਜੀ ਜਾਣੀ ਹੈ। ਸਰਕਾਰੀ ਸੂਤਰਾਂ ਮੁਤਾਬਕ ਅਜਿਹੇ ਪੁਲੀਸ ਮੁਲਾਜ਼ਮਾਂ ਦੀ ਗਿਣਤੀ ਸੈਂਕੜਿਆਂ ਵਿੱਚ ਹੈ ਅਤੇ ਇਨ੍ਹਾਂ ਵਿੱਚ ਹਰੇਕ ਖ਼ਿਲਾਫ਼ ਕੀਤੀ ਗਈ ਕਾਰਵਾਈ ਅਤੇ ਉਨ੍ਹਾਂ ਦੇ ਕੇਸਾਂ ਦੀ ਕਾਨੂੰਨੀ ਸਥਿਤੀ ਦਾ ਵੇਰਵਾ ਇਕੱਠਾ ਕਰਨ ਵਿੱਚ ਸਮਾਂ xyxy=(45,373,200,497)
